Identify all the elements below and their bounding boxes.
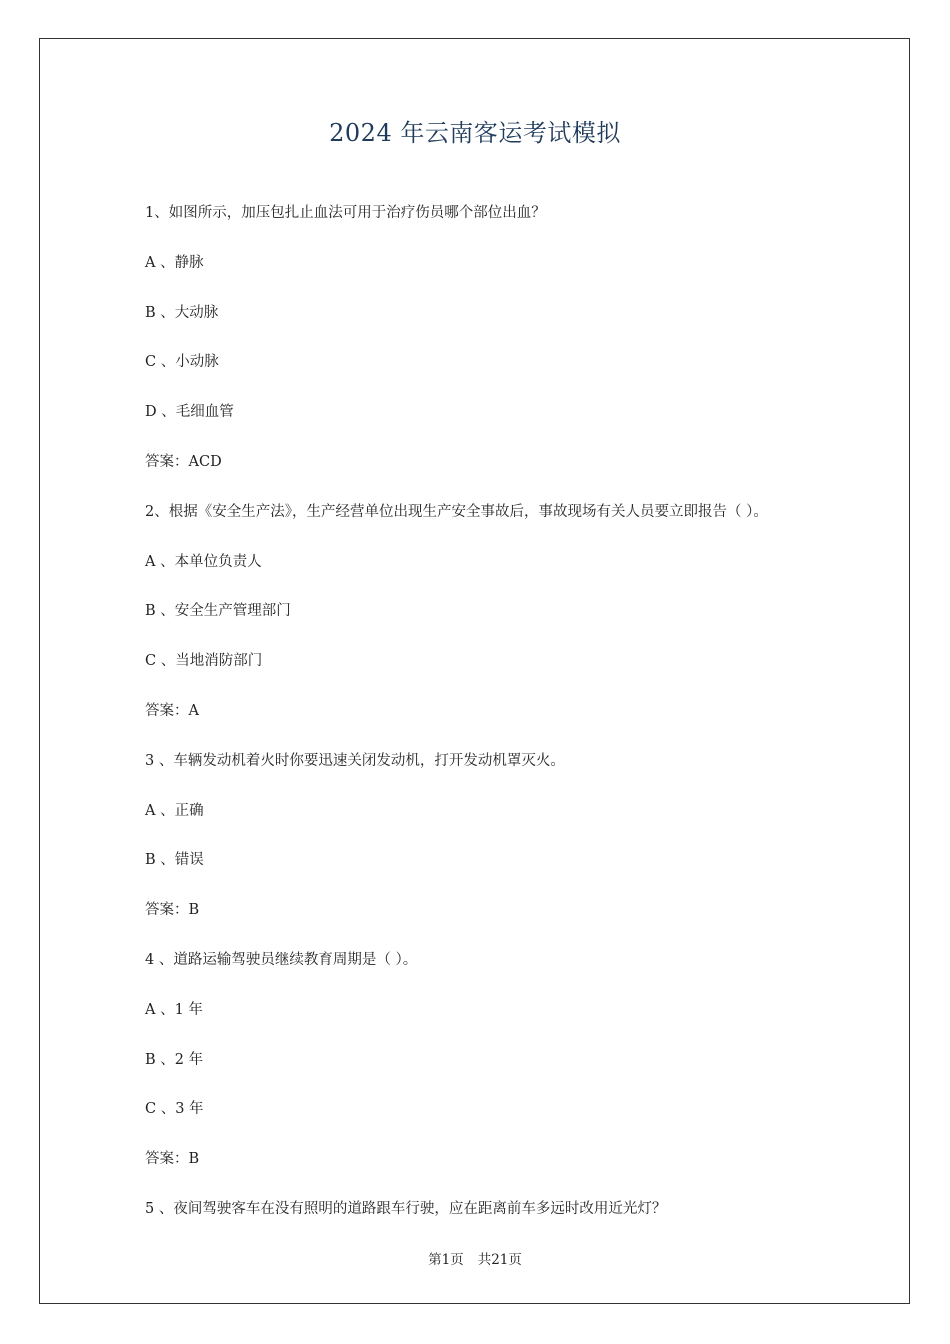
question-5: 5 、夜间驾驶客车在没有照明的道路跟车行驶，应在距离前车多远时改用近光灯？ bbox=[145, 1200, 667, 1217]
option-3a: A 、正确 bbox=[145, 802, 204, 819]
option-4c: C 、3 年 bbox=[145, 1101, 204, 1118]
option-1c: C 、小动脉 bbox=[145, 354, 219, 371]
document-title: 2024 年云南客运考试模拟 bbox=[329, 119, 621, 147]
option-1d: D 、毛细血管 bbox=[145, 404, 234, 421]
answer-4: 答案：B bbox=[145, 1151, 200, 1168]
question-2: 2、根据《安全生产法》，生产经营单位出现生产安全事故后，事故现场有关人员要立即报告（ ）。 bbox=[145, 503, 768, 520]
answer-1: 答案：ACD bbox=[145, 453, 222, 470]
option-3b: B 、错误 bbox=[145, 852, 204, 869]
question-list bbox=[145, 202, 835, 1248]
answer-3: 答案：B bbox=[145, 902, 200, 919]
option-1a: A 、静脉 bbox=[145, 254, 204, 271]
option-4b: B 、2 年 bbox=[145, 1051, 204, 1068]
answer-2: 答案：A bbox=[145, 702, 199, 719]
question-1: 1、如图所示，加压包扎止血法可用于治疗伤员哪个部位出血？ bbox=[145, 205, 546, 221]
page-footer bbox=[0, 1248, 950, 1268]
page-number: 第1页 bbox=[428, 1252, 464, 1268]
option-2a: A 、本单位负责人 bbox=[145, 553, 262, 570]
page-total: 共21页 bbox=[477, 1252, 522, 1268]
option-4a: A 、1 年 bbox=[145, 1001, 203, 1018]
option-2b: B 、安全生产管理部门 bbox=[145, 603, 291, 620]
option-1b: B 、大动脉 bbox=[145, 304, 219, 321]
question-4: 4 、道路运输驾驶员继续教育周期是（ ）。 bbox=[145, 951, 418, 968]
question-3: 3 、车辆发动机着火时你要迅速关闭发动机，打开发动机罩灭火。 bbox=[145, 752, 565, 769]
option-2c: C 、当地消防部门 bbox=[145, 653, 263, 670]
